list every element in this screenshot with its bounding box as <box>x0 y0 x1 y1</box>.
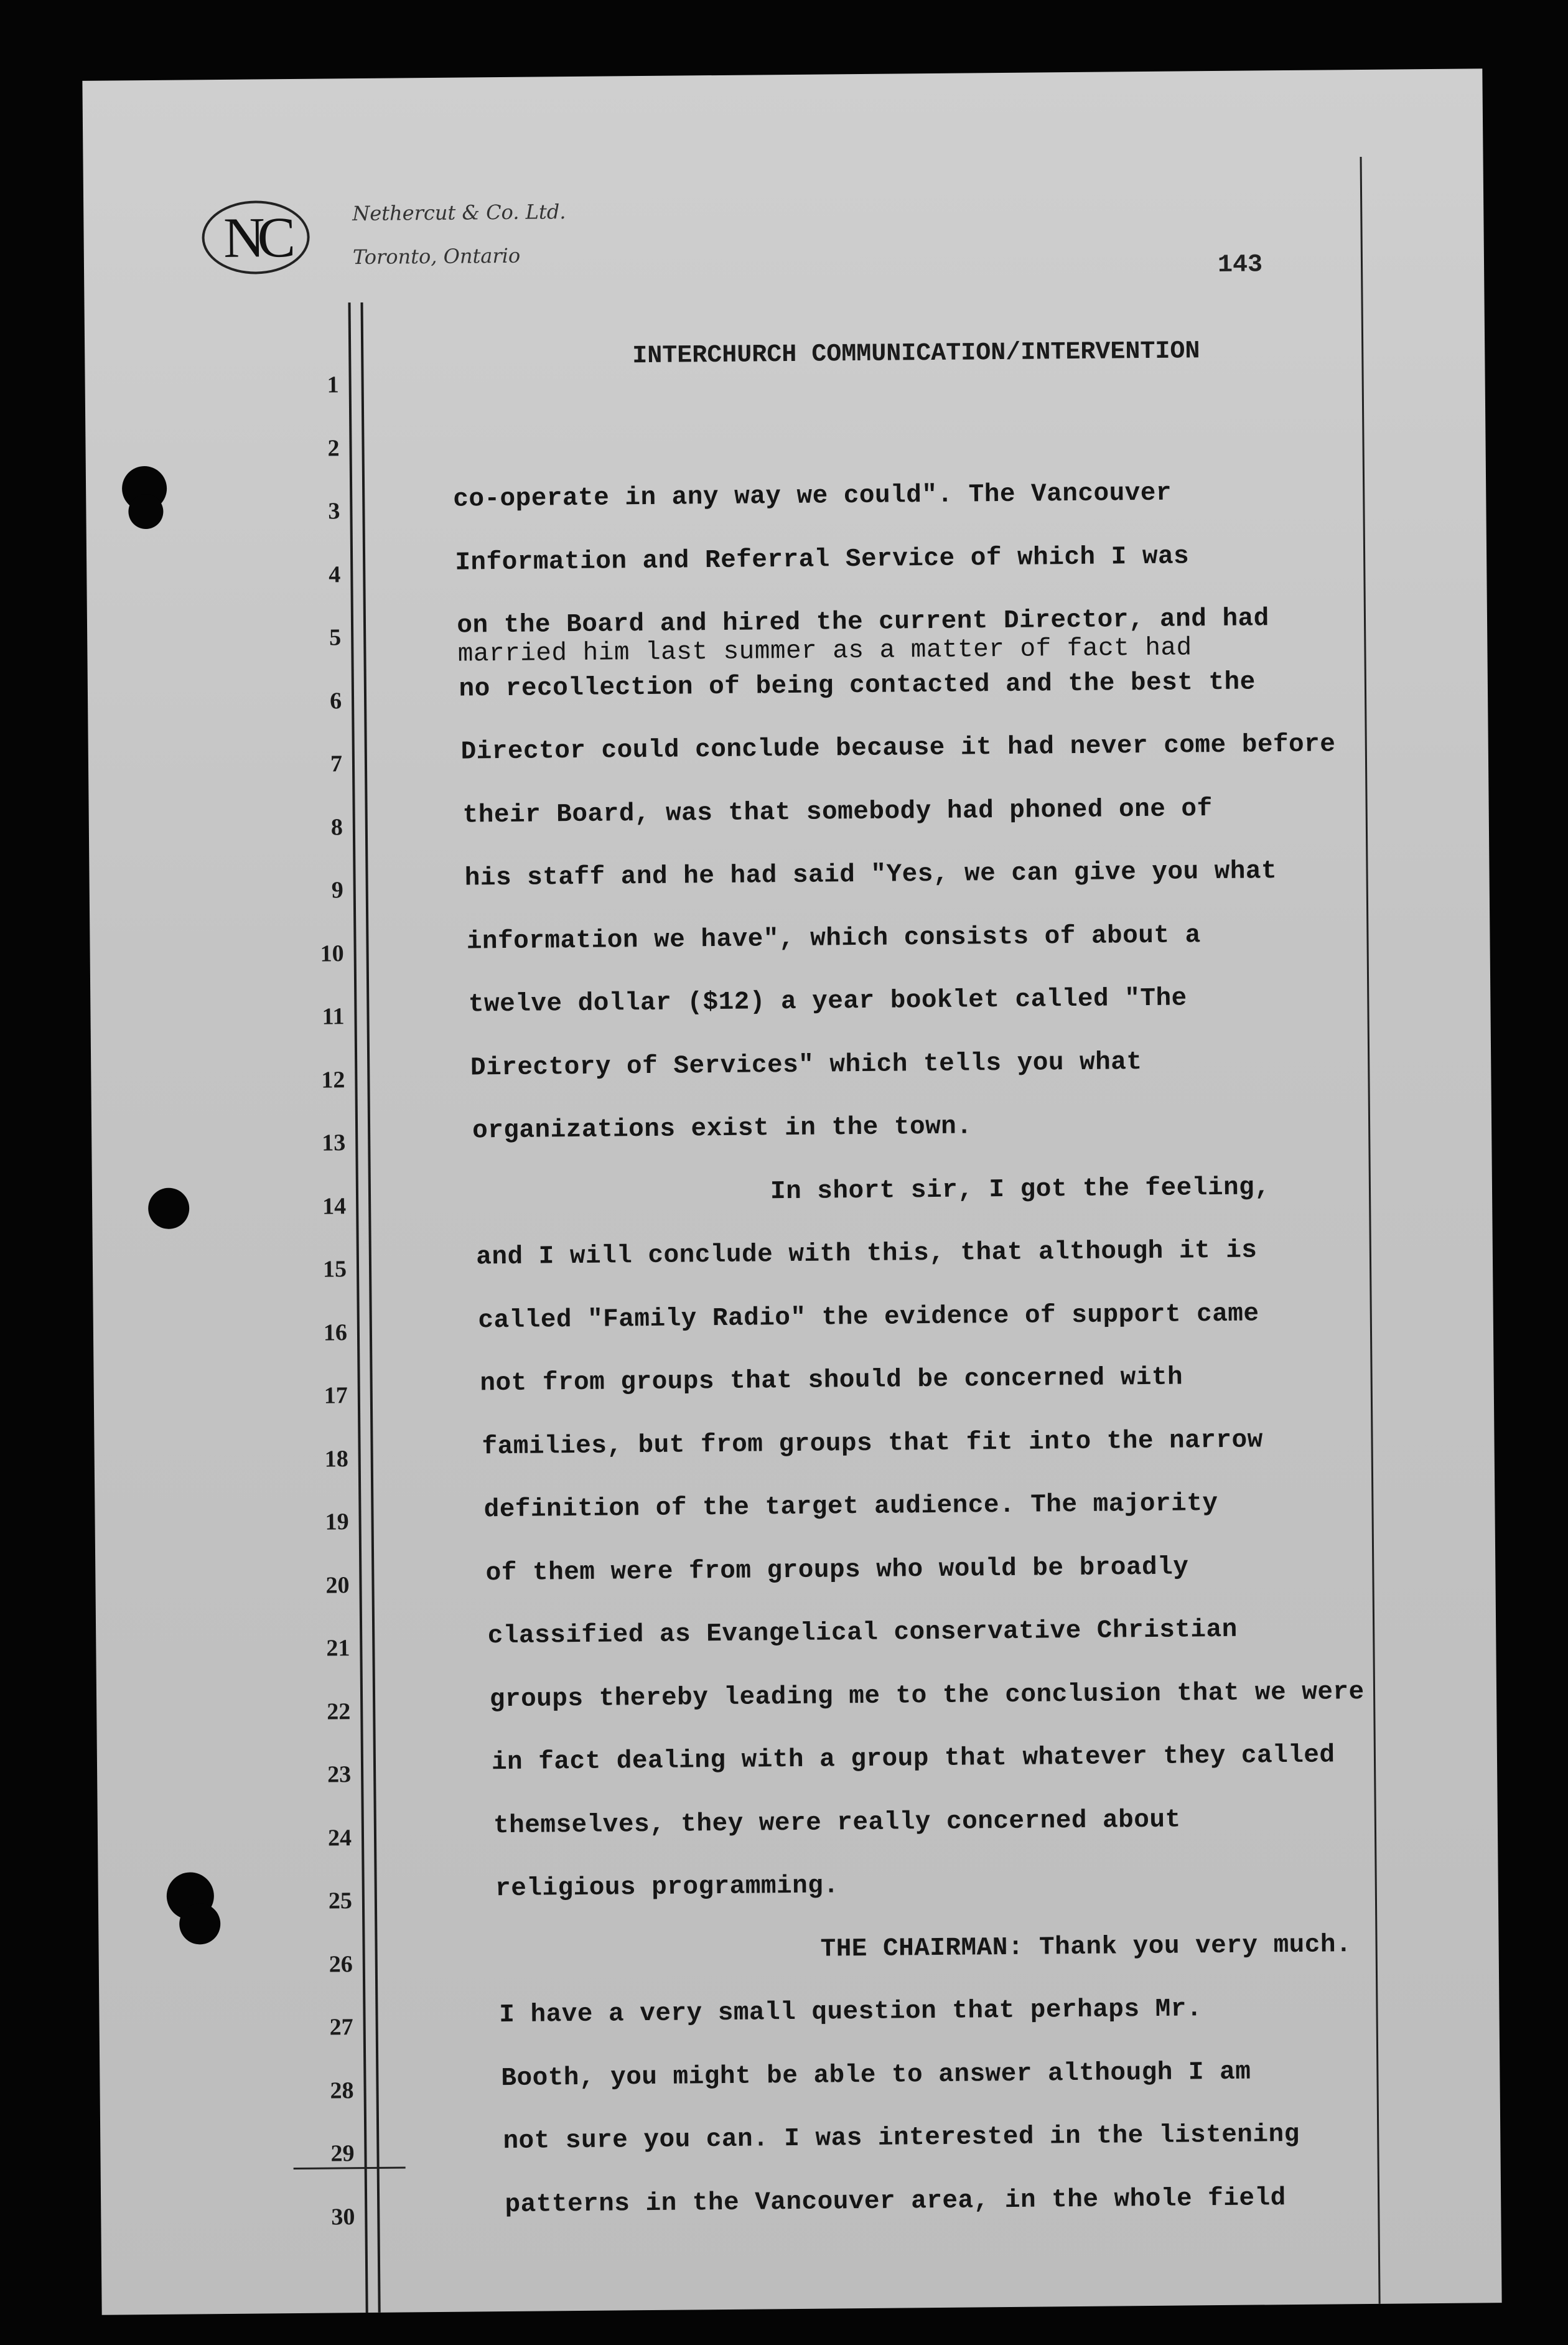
transcript-line: In short sir, I got the feeling, <box>770 1172 1271 1206</box>
line-number: 19 <box>325 1509 349 1535</box>
line-number: 20 <box>325 1571 350 1599</box>
line-number: 27 <box>329 2014 353 2041</box>
line-number: 26 <box>329 1950 353 1978</box>
line-number: 30 <box>331 2203 355 2230</box>
transcript-line: Booth, you might be able to answer although I am <box>501 2057 1251 2093</box>
transcript-line: groups thereby leading me to the conclusion that we were <box>489 1677 1365 1714</box>
line-number: 21 <box>326 1635 350 1662</box>
transcript-line: on the Board and hired the current Director, and had <box>457 604 1270 640</box>
transcript-page <box>82 68 1501 2315</box>
transcript-line: classified as Evangelical conservative Christian <box>487 1615 1238 1651</box>
line-number: 13 <box>322 1130 346 1156</box>
line-number: 7 <box>330 751 343 777</box>
left-margin-rule <box>348 302 381 2313</box>
transcript-line: called "Family Radio" the evidence of support came <box>478 1299 1259 1335</box>
transcript-line: religious programming. <box>495 1871 839 1904</box>
line-number: 14 <box>322 1192 347 1220</box>
line-number: 11 <box>322 1003 345 1030</box>
line-number: 25 <box>328 1888 353 1914</box>
transcript-line: twelve dollar ($12) a year booklet called "The <box>468 984 1187 1019</box>
punch-hole <box>179 1903 221 1945</box>
transcript-line: not from groups that should be concerned with <box>480 1363 1183 1398</box>
line-number: 9 <box>331 877 343 904</box>
line-number: 8 <box>330 813 343 840</box>
transcript-line: in fact dealing with a group that whatever they called <box>491 1741 1335 1777</box>
line-number: 17 <box>324 1382 348 1409</box>
transcript-line: I have a very small question that perhaps Mr. <box>499 1995 1203 2030</box>
transcript-line: definition of the target audience. The majority <box>483 1489 1218 1525</box>
line-number: 29 <box>330 2140 355 2167</box>
transcript-header: INTERCHURCH COMMUNICATION/INTERVENTION <box>632 337 1200 371</box>
transcript-line: Director could conclude because it had never come before <box>460 730 1336 767</box>
transcript-line: not sure you can. I was interested in the listening <box>503 2120 1300 2156</box>
line-number: 1 <box>327 372 339 398</box>
transcript-line: THE CHAIRMAN: Thank you very much. <box>820 1930 1352 1964</box>
company-logo <box>202 200 310 275</box>
transcript-line: Information and Referral Service of which I was <box>455 541 1190 578</box>
line-number: 6 <box>329 687 342 714</box>
punch-hole <box>128 494 163 529</box>
right-margin-rule <box>1360 157 1381 2304</box>
transcript-line: his staff and he had said "Yes, we can give you what <box>464 857 1277 893</box>
transcript-line: of them were from groups who would be broadly <box>485 1552 1189 1588</box>
line-number: 3 <box>328 498 340 525</box>
line-number: 24 <box>327 1824 352 1851</box>
transcript-line: married him last summer as a matter of fact had <box>457 634 1192 669</box>
firm-city: Toronto, Ontario <box>352 243 521 269</box>
punch-hole <box>148 1187 190 1229</box>
line-number: 18 <box>324 1445 348 1472</box>
line-number: 15 <box>322 1256 347 1283</box>
page-number: 143 <box>1217 251 1263 279</box>
line-number: 2 <box>327 434 340 461</box>
transcript-line: organizations exist in the town. <box>472 1112 973 1146</box>
transcript-line: patterns in the Vancouver area, in the whole field <box>505 2183 1286 2219</box>
transcript-line: and I will conclude with this, that although it is <box>476 1236 1258 1272</box>
line-number: 5 <box>329 624 342 651</box>
line-number: 10 <box>320 940 344 967</box>
transcript-line: information we have", which consists of about a <box>466 920 1201 957</box>
line-number: 12 <box>321 1066 345 1093</box>
line-number: 16 <box>323 1319 348 1346</box>
transcript-line: no recollection of being contacted and the best the <box>459 667 1256 704</box>
transcript-line: families, but from groups that fit into the narrow <box>482 1425 1263 1461</box>
line-number: 4 <box>329 561 341 587</box>
logo-text: NC <box>223 205 289 269</box>
transcript-line: themselves, they were really concerned about <box>493 1805 1181 1840</box>
transcript-line: co-operate in any way we could". The Vancouver <box>453 479 1172 514</box>
line-number: 28 <box>330 2077 354 2104</box>
transcript-line: their Board, was that somebody had phoned one of <box>462 794 1213 830</box>
transcript-line: Directory of Services" which tells you what <box>470 1047 1142 1083</box>
line-number: 23 <box>327 1761 352 1788</box>
line-number: 22 <box>327 1698 351 1725</box>
firm-name: Nethercut & Co. Ltd. <box>352 200 566 226</box>
